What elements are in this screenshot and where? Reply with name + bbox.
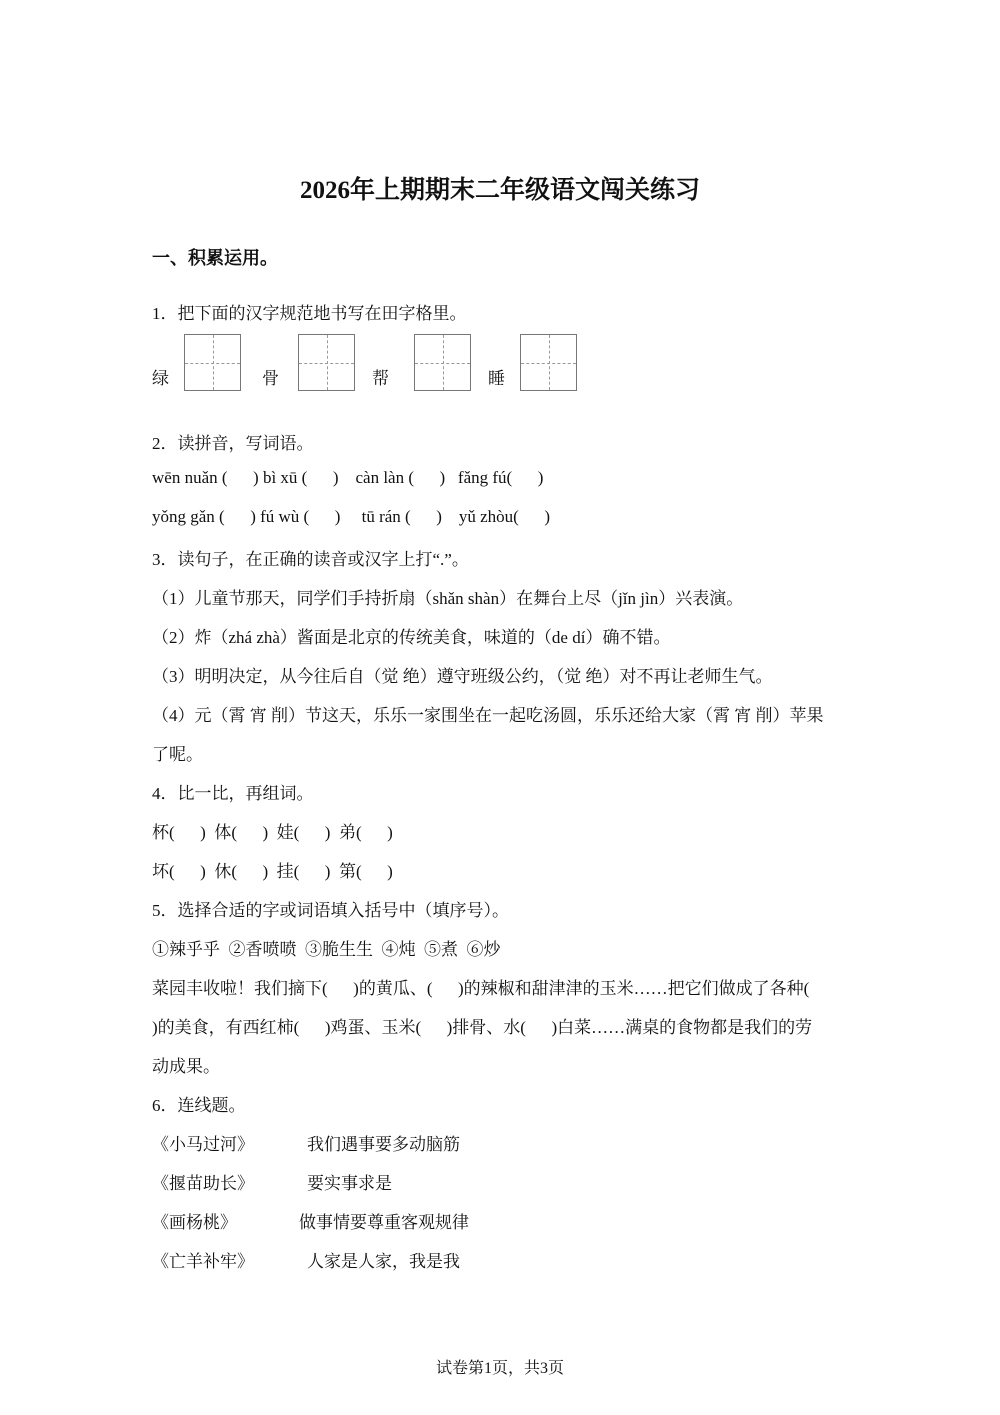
pinyin-line-2: yǒng gǎn ( ) fú wù ( ) tū rán ( ) yǔ zhòu( ) bbox=[152, 507, 550, 526]
sentence-3: （3）明明决定，从今往后自（觉 绝）遵守班级公约，（觉 绝）对不再让老师生气。 bbox=[152, 667, 773, 686]
option-list: ①辣乎乎 ②香喷喷 ③脆生生 ④炖 ⑤煮 ⑥炒 bbox=[152, 940, 501, 959]
page-title: 2026年上期期末二年级语文闯关练习 bbox=[299, 177, 700, 204]
compare-line-1: 杯( ) 体( ) 娃( ) 弟( ) bbox=[152, 823, 393, 842]
match-right-1[interactable]: 我们遇事要多动脑筋 bbox=[307, 1135, 460, 1154]
match-right-2[interactable]: 要实事求是 bbox=[307, 1174, 392, 1193]
grid-char-1: 绿 bbox=[152, 369, 169, 388]
question-1: 1．把下面的汉字规范地书写在田字格里。 bbox=[152, 304, 467, 323]
match-right-3[interactable]: 做事情要尊重客观规律 bbox=[299, 1213, 469, 1232]
writing-grid-4[interactable] bbox=[520, 334, 577, 391]
page-footer: 试卷第1页，共3页 bbox=[435, 1360, 564, 1377]
match-left-3[interactable]: 《画杨桃》 bbox=[152, 1213, 237, 1232]
section-heading: 一、积累运用。 bbox=[152, 248, 278, 268]
question-3: 3．读句子，在正确的读音或汉字上打“.”。 bbox=[152, 550, 469, 569]
writing-grid-2[interactable] bbox=[298, 334, 355, 391]
grid-char-2: 骨 bbox=[262, 369, 279, 388]
passage-line-2: )的美食，有西红柿( )鸡蛋、玉米( )排骨、水( )白菜……满桌的食物都是我们的劳 bbox=[152, 1018, 813, 1037]
match-left-1[interactable]: 《小马过河》 bbox=[152, 1135, 254, 1154]
passage-line-1: 菜园丰收啦！我们摘下( )的黄瓜、( )的辣椒和甜津津的玉米……把它们做成了各种( bbox=[152, 979, 810, 998]
sentence-1: （1）儿童节那天，同学们手持折扇（shǎn shàn）在舞台上尽（jǐn jìn）兴表演。 bbox=[152, 589, 744, 608]
sentence-4-cont: 了呢。 bbox=[152, 745, 203, 764]
passage-line-3: 动成果。 bbox=[152, 1057, 220, 1076]
grid-char-3: 帮 bbox=[372, 369, 389, 388]
match-left-4[interactable]: 《亡羊补牢》 bbox=[152, 1252, 254, 1271]
pinyin-line-1: wēn nuǎn ( ) bì xū ( ) càn làn ( ) fǎng fú( ) bbox=[152, 468, 544, 487]
writing-grid-3[interactable] bbox=[414, 334, 471, 391]
grid-char-4: 睡 bbox=[488, 369, 505, 388]
match-left-2[interactable]: 《揠苗助长》 bbox=[152, 1174, 254, 1193]
sentence-2: （2）炸（zhá zhà）酱面是北京的传统美食，味道的（de dí）确不错。 bbox=[152, 628, 671, 647]
writing-grid-1[interactable] bbox=[184, 334, 241, 391]
question-6: 6．连线题。 bbox=[152, 1096, 246, 1115]
compare-line-2: 坏( ) 休( ) 挂( ) 第( ) bbox=[152, 862, 393, 881]
question-4: 4．比一比，再组词。 bbox=[152, 784, 314, 803]
match-right-4[interactable]: 人家是人家，我是我 bbox=[307, 1252, 460, 1271]
sentence-4: （4）元（霄 宵 削）节这天，乐乐一家围坐在一起吃汤圆，乐乐还给大家（霄 宵 削）苹果 bbox=[152, 706, 824, 725]
question-5: 5．选择合适的字或词语填入括号中（填序号）。 bbox=[152, 901, 509, 920]
question-2: 2．读拼音，写词语。 bbox=[152, 434, 314, 453]
